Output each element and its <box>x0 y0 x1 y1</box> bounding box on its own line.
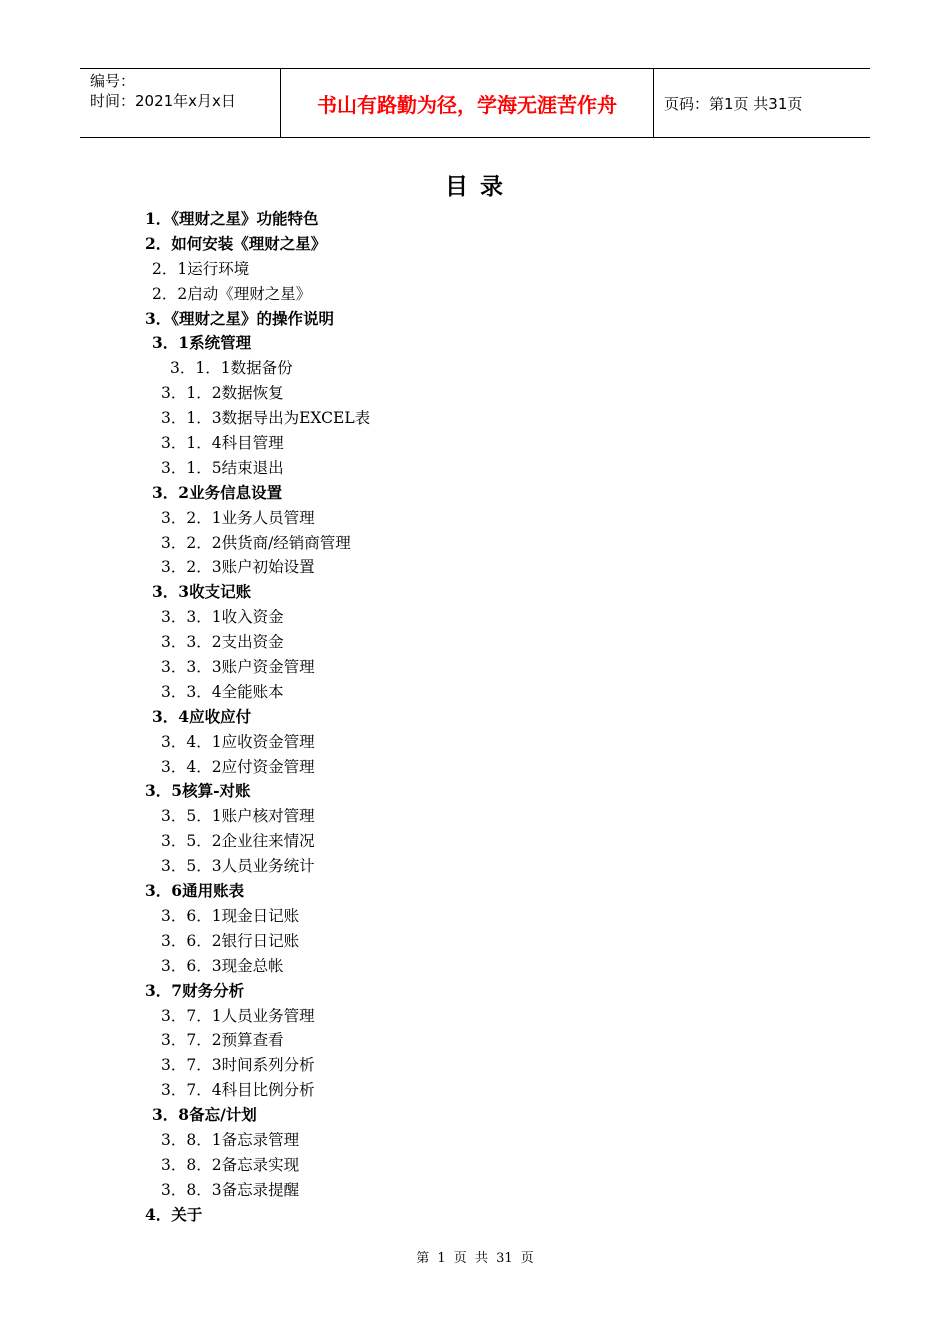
toc-entry[interactable]: 3．8．2备忘录实现 <box>161 1155 300 1174</box>
toc-entry[interactable]: 3．2．2供货商/经销商管理 <box>161 533 351 552</box>
toc-entry[interactable]: 1．《理财之星》功能特色 <box>145 209 319 228</box>
toc-entry[interactable]: 3．1．5结束退出 <box>161 458 284 477</box>
toc-entry[interactable]: 3．3．4全能账本 <box>161 682 284 701</box>
toc-entry[interactable]: 3．1．4科目管理 <box>161 434 284 453</box>
toc-entry[interactable]: 3．3．2支出资金 <box>161 633 284 652</box>
footer-page-number: 1 <box>437 1251 446 1266</box>
toc-entry[interactable]: 3．7．1人员业务管理 <box>161 1006 315 1025</box>
time-label: 时间：2021年x月x日 <box>90 92 236 110</box>
toc-entry[interactable]: 3．8．1备忘录管理 <box>161 1130 300 1149</box>
toc-entry[interactable]: 3．3收支记账 <box>152 582 252 602</box>
footer-word: 共 <box>474 1251 488 1266</box>
toc-entry[interactable]: 3．3．1收入资金 <box>161 608 284 627</box>
footer-word: 页 <box>520 1251 534 1266</box>
page-header <box>80 68 870 138</box>
toc-entry[interactable]: 3．7．4科目比例分析 <box>161 1081 315 1100</box>
toc-entry[interactable]: 3．2业务信息设置 <box>152 482 283 502</box>
toc-entry[interactable]: 3．1．1数据备份 <box>170 359 293 378</box>
toc-entry[interactable]: 2．1运行环境 <box>152 259 250 278</box>
toc-entry[interactable]: 3．1系统管理 <box>152 333 252 353</box>
toc-entry[interactable]: 2．如何安装《理财之星》 <box>145 233 327 253</box>
toc-entry[interactable]: 3．2．1业务人员管理 <box>161 508 315 527</box>
toc-entry[interactable]: 3．3．3账户资金管理 <box>161 658 315 677</box>
toc-entry[interactable]: 3．7．3时间系列分析 <box>161 1056 315 1075</box>
table-of-contents <box>0 207 950 1228</box>
toc-entry[interactable]: 3．6．3现金总帐 <box>161 956 284 975</box>
toc-entry[interactable]: 3．6．2银行日记账 <box>161 931 300 950</box>
toc-entry[interactable]: 3．5核算-对账 <box>145 781 251 801</box>
header-meta <box>80 69 281 137</box>
header-motto: 书山有路勤为径，学海无涯苦作舟 <box>281 69 654 137</box>
toc-entry[interactable]: 3．1．2数据恢复 <box>161 384 284 403</box>
footer-word: 页 <box>453 1251 467 1266</box>
page-title: 目 录 <box>444 174 505 200</box>
toc-entry[interactable]: 3．6通用账表 <box>145 881 245 901</box>
footer-total-pages: 31 <box>496 1251 513 1266</box>
toc-entry[interactable]: 3．5．2企业往来情况 <box>161 832 315 851</box>
toc-entry[interactable]: 3．6．1现金日记账 <box>161 906 300 925</box>
toc-entry[interactable]: 3．4应收应付 <box>152 706 252 726</box>
serial-label: 编号： <box>90 72 136 90</box>
toc-entry[interactable]: 3．7．2预算查看 <box>161 1031 284 1050</box>
toc-entry[interactable]: 3．4．1应收资金管理 <box>161 732 315 751</box>
toc-entry[interactable]: 3．4．2应付资金管理 <box>161 757 315 776</box>
header-page-info: 页码：第1页 共31页 <box>664 94 803 113</box>
toc-entry[interactable]: 3．8备忘/计划 <box>152 1105 257 1125</box>
toc-entry[interactable]: 3．8．3备忘录提醒 <box>161 1180 300 1199</box>
footer-word: 第 <box>416 1251 430 1266</box>
toc-entry[interactable]: 3．7财务分析 <box>145 980 245 1000</box>
toc-entry[interactable]: 3．5．1账户核对管理 <box>161 807 315 826</box>
toc-entry[interactable]: 3．1．3数据导出为EXCEL表 <box>161 409 371 428</box>
toc-entry[interactable]: 2．2启动《理财之星》 <box>152 284 312 303</box>
toc-entry[interactable]: 4．关于 <box>145 1204 203 1224</box>
toc-entry[interactable]: 3．2．3账户初始设置 <box>161 558 315 577</box>
toc-entry[interactable]: 3．5．3人员业务统计 <box>161 857 315 876</box>
page-footer <box>0 1247 950 1266</box>
toc-entry[interactable]: 3．《理财之星》的操作说明 <box>145 308 335 328</box>
